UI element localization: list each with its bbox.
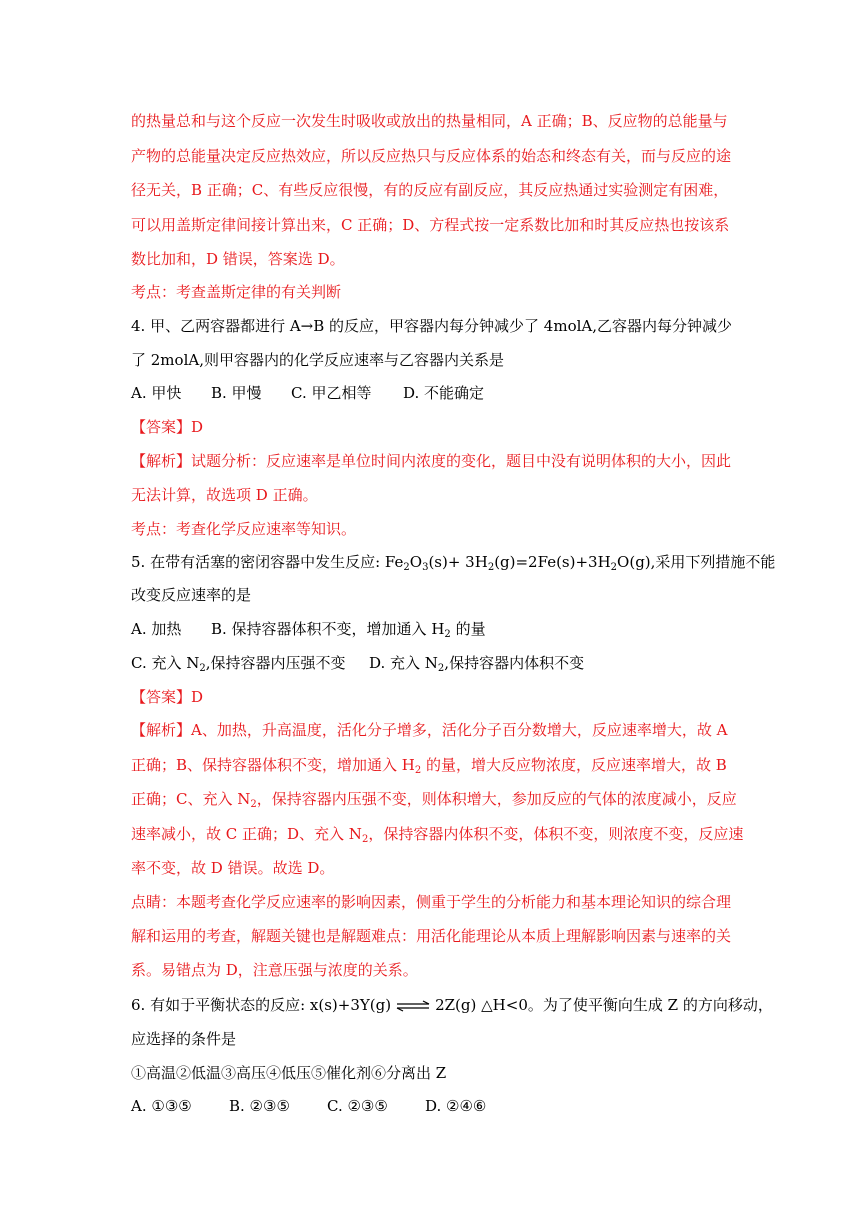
stem-text: 5. 在带有活塞的密闭容器中发生反应: Fe: [131, 553, 404, 571]
analysis-line: 可以用盖斯定律间接计算出来，C 正确；D、方程式按一定系数比加和时其反应热也按该系: [131, 216, 730, 234]
subscript: 3: [422, 562, 429, 573]
option-d: D. 不能确定: [403, 384, 485, 402]
dianjing-line: 系。易错点为 D，注意压强与浓度的关系。: [131, 961, 418, 979]
answer-label: 【答案】D: [131, 688, 204, 706]
analysis-line: 【解析】试题分析：反应速率是单位时间内浓度的变化，题目中没有说明体积的大小，因此: [131, 452, 732, 470]
equilibrium-arrow-icon: [395, 1000, 431, 1012]
subscript: 2: [610, 562, 618, 573]
analysis-line: 产物的总能量决定反应热效应，所以反应热只与反应体系的始态和终态有关，而与反应的途: [131, 147, 732, 165]
option-text: C. 充入 N: [131, 654, 200, 672]
analysis-line: [131, 754, 727, 776]
analysis-line: 径无关，B 正确；C、有些反应很慢，有的反应有副反应，其反应热通过实验测定有困难，: [131, 181, 729, 199]
option-a: A. 加热: [131, 620, 182, 638]
option-text: 的量: [450, 620, 486, 638]
subscript: 2: [361, 834, 369, 845]
stem-text: O: [409, 553, 423, 571]
subscript: 2: [403, 562, 410, 573]
question-6-stem: 应选择的条件是: [131, 1030, 237, 1048]
option-c: C. 甲乙相等: [291, 384, 372, 402]
kaodian-note: 考点：考查化学反应速率等知识。: [131, 520, 357, 538]
option-text: ,保持容器内体积不变: [444, 654, 585, 672]
stem-text: (s)+ 3H: [428, 553, 488, 571]
answer-label: 【答案】D: [131, 418, 204, 436]
option-a: A. ①③⑤: [131, 1097, 192, 1115]
question-5-stem: [131, 551, 775, 573]
option-c: C. ②③⑤: [327, 1097, 388, 1115]
subscript: 2: [487, 562, 495, 573]
analysis-text: ，保持容器内压强不变，则体积增大，参加反应的气体的浓度减小，反应: [256, 790, 737, 808]
analysis-line: 无法计算，故选项 D 正确。: [131, 486, 318, 504]
option-b: B. ②③⑤: [229, 1097, 290, 1115]
option-d: [369, 652, 584, 674]
subscript: 2: [250, 799, 257, 810]
analysis-text: 正确；B、保持容器体积不变，增加通入 H: [131, 756, 415, 774]
question-5-options-cd: [131, 652, 584, 674]
stem-text: 2Z(g) △H<0。为了使平衡向生成 Z 的方向移动，: [435, 996, 773, 1014]
question-4-stem: 了 2molA,则甲容器内的化学反应速率与乙容器内关系是: [131, 351, 504, 369]
analysis-text: 正确；C、充入 N: [131, 790, 251, 808]
option-text: B. 保持容器体积不变，增加通入 H: [211, 620, 445, 638]
dianjing-line: 解和运用的考查，解题关键也是解题难点：用活化能理论从本质上理解影响因素与速率的关: [131, 927, 732, 945]
dianjing-line: 点睛：本题考查化学反应速率的影响因素，侧重于学生的分析能力和基本理论知识的综合理: [131, 893, 732, 911]
question-6-conditions: ①高温②低温③高压④低压⑤催化剂⑥分离出 Z: [131, 1064, 447, 1082]
subscript: 2: [414, 765, 422, 776]
subscript: 2: [444, 629, 451, 640]
analysis-text: 的量，增大反应物浓度，反应速率增大，故 B: [421, 756, 727, 774]
kaodian-note: 考点：考查盖斯定律的有关判断: [131, 283, 342, 301]
analysis-line: [131, 823, 743, 845]
subscript: 2: [437, 663, 445, 674]
question-6-stem: [131, 994, 773, 1016]
option-c: [131, 652, 369, 674]
analysis-line: 率不变，故 D 错误。故选 D。: [131, 859, 335, 877]
question-4-stem: 4. 甲、乙两容器都进行 A→B 的反应，甲容器内每分钟减少了 4molA,乙容器内每分钟减少: [131, 317, 733, 335]
question-4-options: [131, 382, 484, 404]
option-a: A. 甲快: [131, 384, 182, 402]
analysis-line: 【解析】A、加热，升高温度，活化分子增多，活化分子百分数增大，反应速率增大，故 A: [131, 721, 728, 739]
analysis-line: [131, 788, 737, 810]
option-d: D. ②④⑥: [425, 1097, 487, 1115]
analysis-text: ，保持容器内体积不变，体积不变，则浓度不变，反应速: [368, 825, 744, 843]
subscript: 2: [199, 663, 206, 674]
analysis-text: 速率减小，故 C 正确；D、充入 N: [131, 825, 362, 843]
question-5-stem: 改变反应速率的是: [131, 586, 252, 604]
option-b: B. 甲慢: [211, 384, 262, 402]
question-5-options-ab: [131, 618, 486, 640]
question-6-options: [131, 1095, 486, 1117]
analysis-line: 数比加和，D 错误，答案选 D。: [131, 250, 345, 268]
option-text: D. 充入 N: [369, 654, 438, 672]
option-b: [211, 618, 486, 640]
analysis-line: 的热量总和与这个反应一次发生时吸收或放出的热量相同，A 正确；B、反应物的总能量与: [131, 112, 728, 130]
stem-text: (g)=2Fe(s)+3H: [494, 553, 611, 571]
option-text: ,保持容器内压强不变: [205, 654, 346, 672]
stem-text: 6. 有如于平衡状态的反应: x(s)+3Y(g): [131, 996, 392, 1014]
stem-text: O(g),采用下列措施不能: [617, 553, 776, 571]
